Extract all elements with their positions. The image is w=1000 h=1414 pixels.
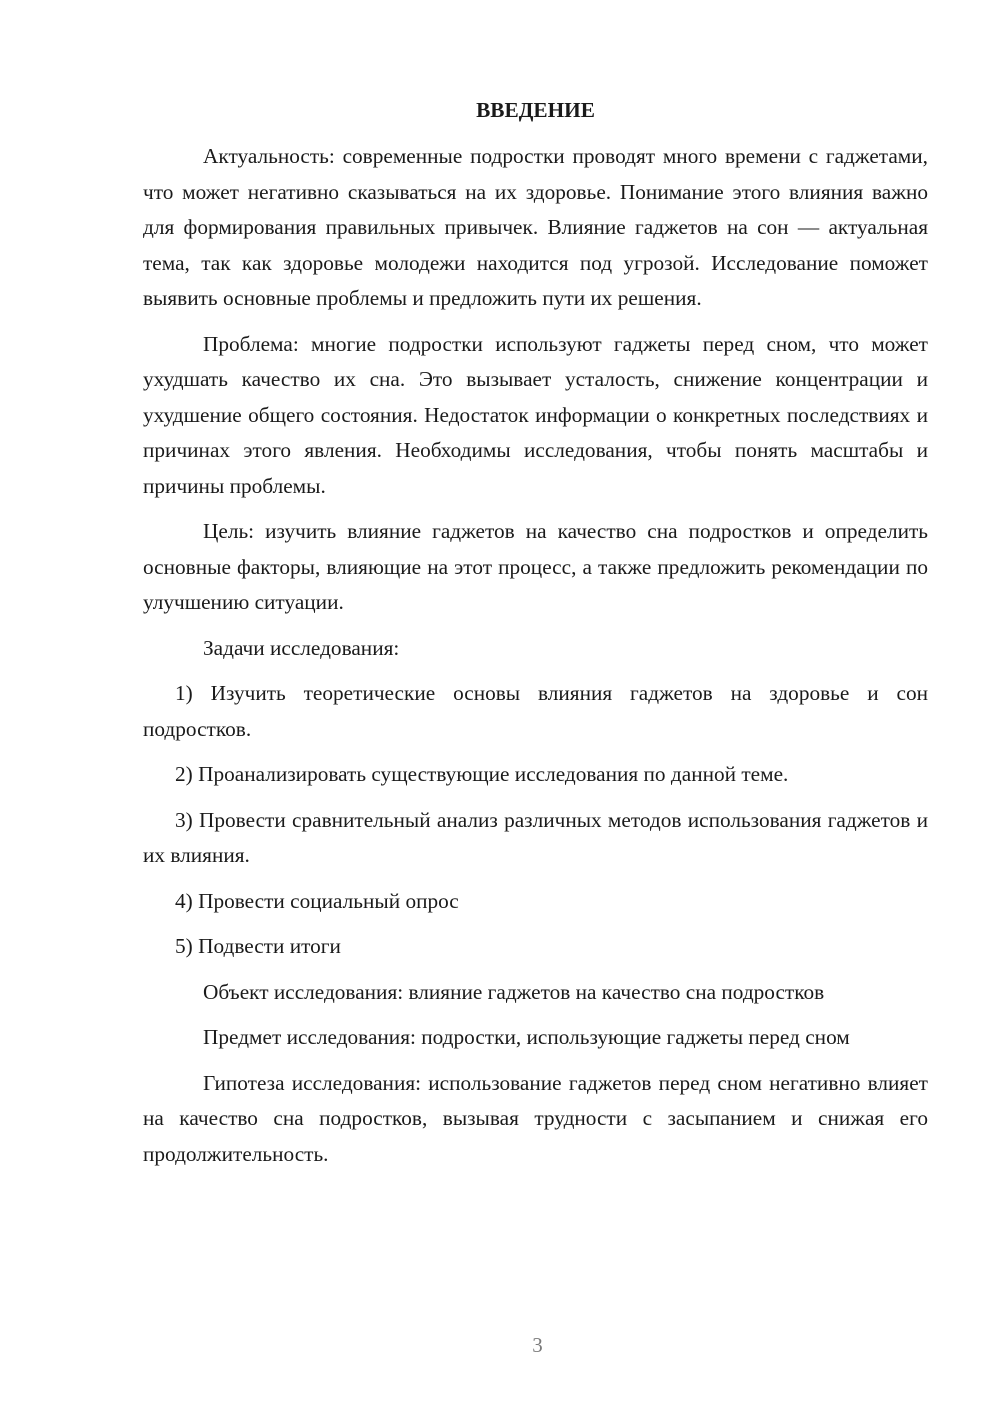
task-item-1: 1) Изучить теоретические основы влияния гаджетов на здоровье и сон подростков. (143, 681, 928, 741)
task-item-5: 5) Подвести итоги (175, 934, 341, 958)
page-content (143, 96, 928, 1182)
paragraph-tasks-heading: Задачи исследования: (203, 635, 400, 660)
paragraph-goal: Цель: изучить влияние гаджетов на качество сна подростков и определить основные факторы, влияющие на этот процесс, а также предложить рекомендации по улучшению ситуации. (143, 519, 928, 614)
section-title: ВВЕДЕНИЕ (476, 98, 595, 122)
paragraph-subject: Предмет исследования: подростки, использующие гаджеты перед сном (203, 1025, 850, 1049)
task-item-3: 3) Провести сравнительный анализ различных методов использования гаджетов и их влияния. (143, 807, 928, 867)
paragraph-problem: Проблема: многие подростки используют гаджеты перед сном, что может ухудшать качество их сна. Это вызывает усталость, снижение концентрации и ухудшение общего состояния. Недостаток информации о конкретных последствиях и причинах этого явления. Необходимы исследования, чтобы понять масштабы и причины проблемы. (143, 331, 928, 498)
paragraph-object: Объект исследования: влияние гаджетов на качество сна подростков (203, 979, 825, 1004)
page-number: 3 (532, 1333, 543, 1357)
task-item-2: 2) Проанализировать существующие исследования по данной теме. (175, 762, 789, 786)
paragraph-relevance: Актуальность: современные подростки проводят много времени с гаджетами, что может негативно сказываться на их здоровье. Понимание этого влияния важно для формирования правильных привычек. Влияние гаджетов на сон — актуальная тема, так как здоровье молодежи находится под угрозой. Исследование поможет выявить основные проблемы и предложить пути их решения. (143, 144, 928, 310)
paragraph-hypothesis: Гипотеза исследования: использование гаджетов перед сном негативно влияет на качество сна подростков, вызывая трудности с засыпанием и снижая его продолжительность. (143, 1070, 928, 1166)
task-item-4: 4) Провести социальный опрос (175, 888, 459, 913)
